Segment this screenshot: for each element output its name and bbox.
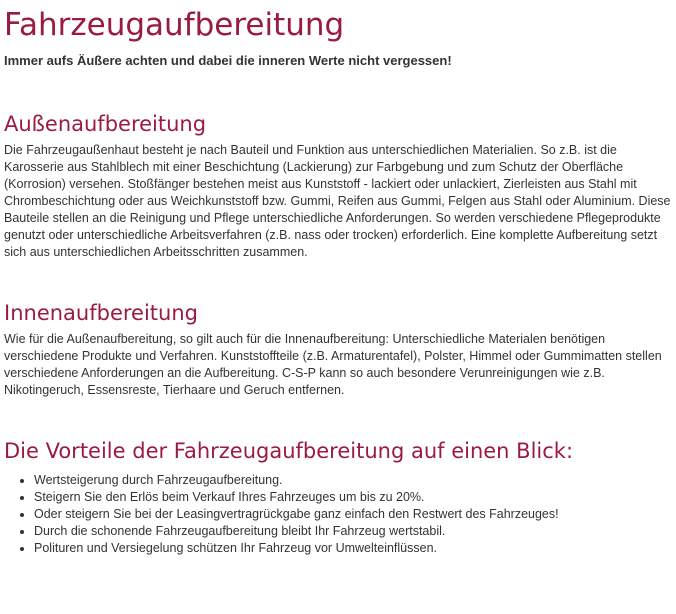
page-title: Fahrzeugaufbereitung: [4, 7, 345, 43]
list-item: • Steigern Sie den Erlös beim Verkauf Ihres Fahrzeuges um bis zu 20%.: [34, 489, 559, 506]
page-subtitle: Immer aufs Äußere achten und dabei die inneren Werte nicht vergessen!: [4, 53, 452, 68]
benefits-list: [4, 472, 559, 557]
list-item: • Durch die schonende Fahrzeugaufbereitung bleibt Ihr Fahrzeug wertstabil.: [34, 523, 559, 540]
section-heading-aussenaufbereitung: Außenaufbereitung: [4, 112, 207, 136]
section-text-aussenaufbereitung: Die Fahrzeugaußenhaut besteht je nach Bauteil und Funktion aus unterschiedlichen Materialien. So z.B. ist die Karosserie aus Stahlblech mit einer Beschichtung (Lackierung) zur Farbgebung und zum Schutz der Oberfläche (Korrosion) versehen. Stoßfänger bestehen meist aus Kunststoff - lackiert oder unlackiert, Zierleisten aus Stahl mit Chrombeschichtung oder aus Weichkunststoff bzw. Gummi, Reifen aus Gummi, Felgen aus Stahl oder Aluminium. Diese Bauteile stellen an die Reinigung und Pflege unterschiedliche Anforderungen. So werden verschiedene Pflegeprodukte genutzt oder unterschiedliche Arbeitsverfahren (z.B. nass oder trocken) erforderlich. Eine komplette Aufbereitung setzt sich aus unterschiedlichen Arbeitsschritten zusammen.: [4, 143, 671, 259]
list-item: • Polituren und Versiegelung schützen Ihr Fahrzeug vor Umwelteinflüssen.: [34, 540, 559, 557]
section-heading-innenaufbereitung: Innenaufbereitung: [4, 301, 198, 325]
section-heading-vorteile: Die Vorteile der Fahrzeugaufbereitung auf einen Blick:: [4, 439, 574, 463]
list-item: • Oder steigern Sie bei der Leasingvertragrückgabe ganz einfach den Restwert des Fahrzeuges!: [34, 506, 559, 523]
section-text-innenaufbereitung: Wie für die Außenaufbereitung, so gilt auch für die Innenaufbereitung: Unterschiedliche Materialen benötigen verschiedene Produkte und Verfahren. Kunststoffteile (z.B. Armaturentafel), Polster, Himmel oder Gummimatten stellen verschiedene Anforderungen an die Aufbereitung. C-S-P kann so auch besondere Verunreinigungen wie z.B. Nikotingeruch, Essensreste, Tierhaare und Geruch entfernen.: [4, 332, 662, 397]
list-item: • Wertsteigerung durch Fahrzeugaufbereitung.: [34, 472, 559, 489]
